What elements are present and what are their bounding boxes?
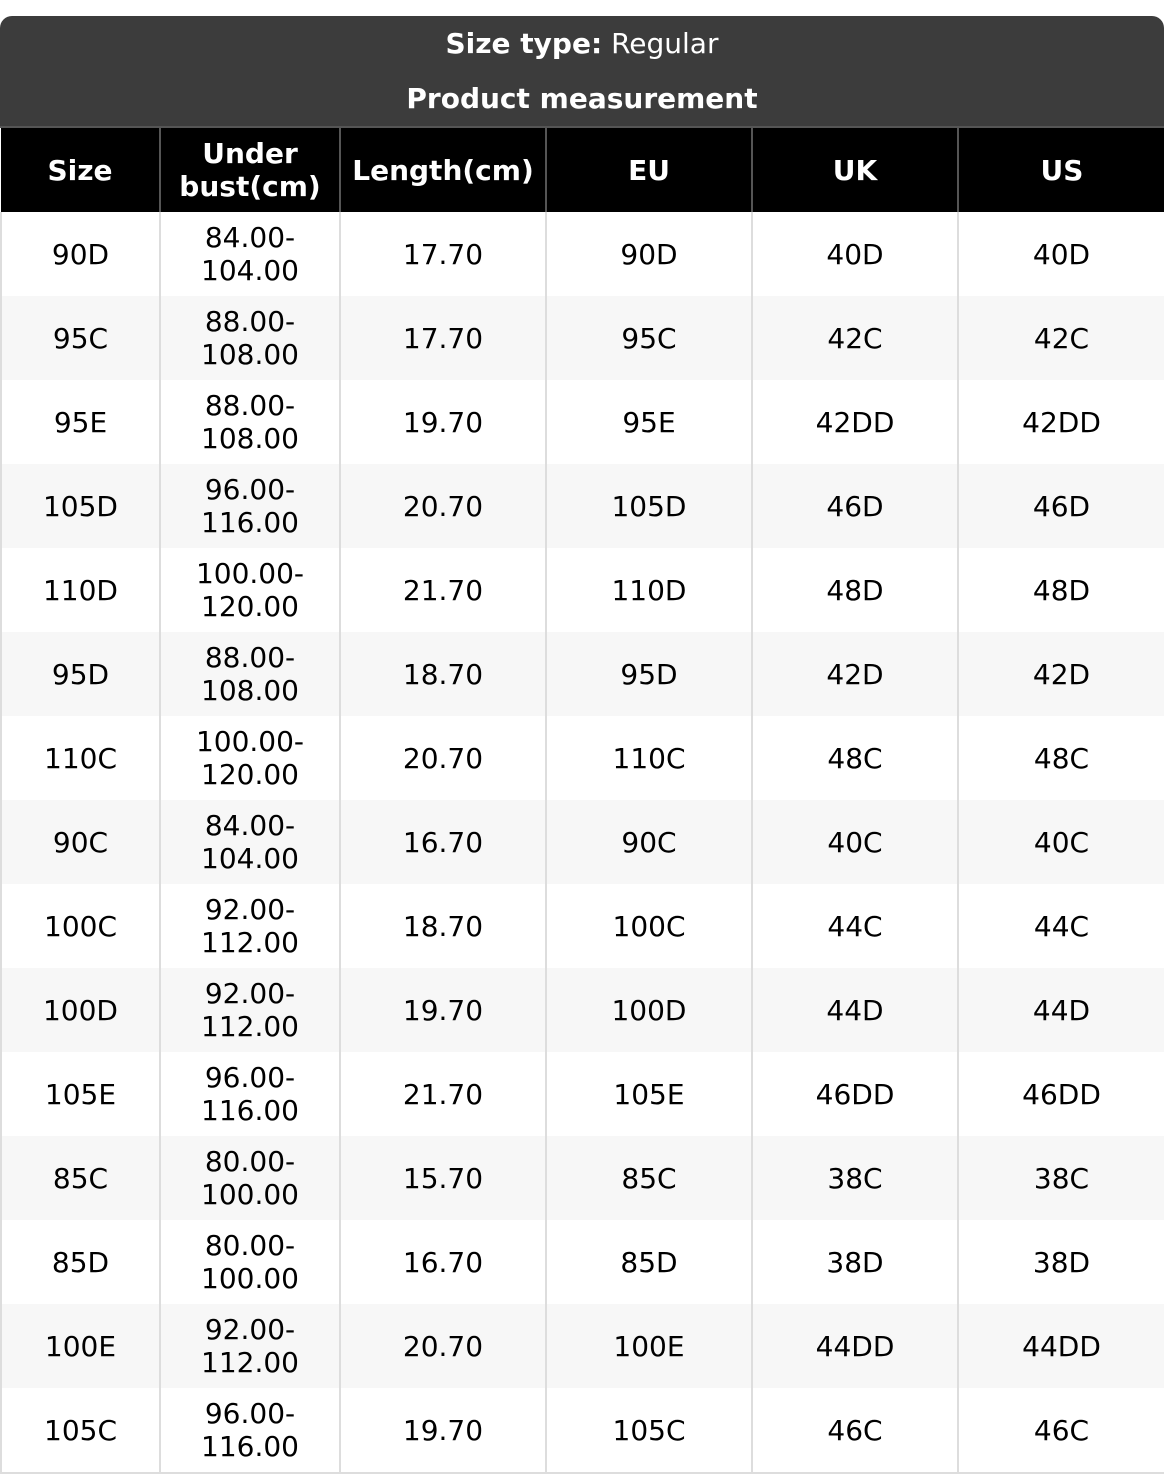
cell-uk: 44C — [752, 884, 958, 968]
cell-uk: 46DD — [752, 1052, 958, 1136]
cell-length: 19.70 — [340, 1388, 546, 1472]
cell-size: 110C — [1, 716, 160, 800]
cell-uk: 44D — [752, 968, 958, 1052]
cell-eu: 105D — [546, 464, 752, 548]
cell-uk: 38C — [752, 1136, 958, 1220]
table-row — [1, 212, 1164, 296]
column-header-uk: UK — [752, 128, 958, 212]
cell-under-bust: 92.00-112.00 — [160, 884, 340, 968]
table-row — [1, 380, 1164, 464]
cell-under-bust: 96.00-116.00 — [160, 1052, 340, 1136]
cell-size: 90C — [1, 800, 160, 884]
cell-us: 42D — [958, 632, 1164, 716]
measurement-table — [0, 128, 1164, 1472]
cell-uk: 44DD — [752, 1304, 958, 1388]
column-header-under-bust: Under bust(cm) — [160, 128, 340, 212]
cell-under-bust: 80.00-100.00 — [160, 1220, 340, 1304]
table-row — [1, 548, 1164, 632]
cell-uk: 42C — [752, 296, 958, 380]
cell-eu: 100C — [546, 884, 752, 968]
cell-size: 110D — [1, 548, 160, 632]
table-row — [1, 1136, 1164, 1220]
cell-length: 20.70 — [340, 716, 546, 800]
cell-size: 105D — [1, 464, 160, 548]
cell-us: 46DD — [958, 1052, 1164, 1136]
column-header-size: Size — [1, 128, 160, 212]
cell-size: 100E — [1, 1304, 160, 1388]
cell-under-bust: 80.00-100.00 — [160, 1136, 340, 1220]
cell-us: 46C — [958, 1388, 1164, 1472]
table-body — [1, 212, 1164, 1472]
cell-us: 38C — [958, 1136, 1164, 1220]
cell-size: 105E — [1, 1052, 160, 1136]
size-type-line — [0, 16, 1164, 72]
cell-length: 21.70 — [340, 548, 546, 632]
cell-us: 44C — [958, 884, 1164, 968]
table-row — [1, 632, 1164, 716]
cell-length: 17.70 — [340, 212, 546, 296]
table-row — [1, 1052, 1164, 1136]
cell-length: 15.70 — [340, 1136, 546, 1220]
cell-length: 19.70 — [340, 968, 546, 1052]
cell-us: 40C — [958, 800, 1164, 884]
cell-under-bust: 100.00-120.00 — [160, 548, 340, 632]
cell-under-bust: 92.00-112.00 — [160, 968, 340, 1052]
cell-uk: 42DD — [752, 380, 958, 464]
size-type-label: Size type: — [445, 27, 603, 60]
cell-under-bust: 88.00-108.00 — [160, 380, 340, 464]
cell-us: 44D — [958, 968, 1164, 1052]
cell-eu: 105C — [546, 1388, 752, 1472]
table-row — [1, 464, 1164, 548]
cell-eu: 105E — [546, 1052, 752, 1136]
table-row — [1, 800, 1164, 884]
table-row — [1, 1220, 1164, 1304]
cell-length: 17.70 — [340, 296, 546, 380]
cell-eu: 85D — [546, 1220, 752, 1304]
cell-eu: 85C — [546, 1136, 752, 1220]
cell-us: 40D — [958, 212, 1164, 296]
table-row — [1, 296, 1164, 380]
cell-size: 95E — [1, 380, 160, 464]
chart-subtitle: Product measurement — [406, 82, 758, 115]
column-header-us: US — [958, 128, 1164, 212]
cell-size: 100C — [1, 884, 160, 968]
cell-length: 16.70 — [340, 1220, 546, 1304]
table-row — [1, 968, 1164, 1052]
cell-eu: 90C — [546, 800, 752, 884]
table-row — [1, 884, 1164, 968]
cell-size: 85C — [1, 1136, 160, 1220]
cell-size: 95D — [1, 632, 160, 716]
cell-length: 21.70 — [340, 1052, 546, 1136]
table-row — [1, 716, 1164, 800]
cell-under-bust: 92.00-112.00 — [160, 1304, 340, 1388]
cell-length: 20.70 — [340, 1304, 546, 1388]
cell-size: 90D — [1, 212, 160, 296]
cell-us: 48D — [958, 548, 1164, 632]
cell-us: 48C — [958, 716, 1164, 800]
cell-under-bust: 84.00-104.00 — [160, 800, 340, 884]
cell-eu: 100D — [546, 968, 752, 1052]
cell-length: 18.70 — [340, 632, 546, 716]
table-row — [1, 1304, 1164, 1388]
cell-eu: 95E — [546, 380, 752, 464]
cell-eu: 95C — [546, 296, 752, 380]
cell-size: 105C — [1, 1388, 160, 1472]
cell-eu: 100E — [546, 1304, 752, 1388]
table-row — [1, 1388, 1164, 1472]
cell-size: 100D — [1, 968, 160, 1052]
cell-uk: 46D — [752, 464, 958, 548]
cell-uk: 48D — [752, 548, 958, 632]
cell-us: 42C — [958, 296, 1164, 380]
cell-us: 42DD — [958, 380, 1164, 464]
cell-under-bust: 84.00-104.00 — [160, 212, 340, 296]
cell-under-bust: 88.00-108.00 — [160, 296, 340, 380]
cell-us: 46D — [958, 464, 1164, 548]
size-chart — [0, 16, 1164, 1474]
cell-uk: 42D — [752, 632, 958, 716]
cell-uk: 46C — [752, 1388, 958, 1472]
cell-us: 38D — [958, 1220, 1164, 1304]
cell-uk: 40C — [752, 800, 958, 884]
cell-us: 44DD — [958, 1304, 1164, 1388]
cell-size: 95C — [1, 296, 160, 380]
cell-length: 16.70 — [340, 800, 546, 884]
cell-under-bust: 100.00-120.00 — [160, 716, 340, 800]
cell-uk: 40D — [752, 212, 958, 296]
cell-length: 19.70 — [340, 380, 546, 464]
cell-under-bust: 88.00-108.00 — [160, 632, 340, 716]
cell-length: 18.70 — [340, 884, 546, 968]
cell-uk: 38D — [752, 1220, 958, 1304]
cell-length: 20.70 — [340, 464, 546, 548]
cell-eu: 110C — [546, 716, 752, 800]
chart-header — [0, 16, 1164, 128]
cell-under-bust: 96.00-116.00 — [160, 1388, 340, 1472]
cell-under-bust: 96.00-116.00 — [160, 464, 340, 548]
cell-eu: 90D — [546, 212, 752, 296]
cell-uk: 48C — [752, 716, 958, 800]
size-type-value: Regular — [611, 27, 719, 60]
header-row — [1, 128, 1164, 212]
cell-size: 85D — [1, 1220, 160, 1304]
column-header-eu: EU — [546, 128, 752, 212]
column-header-length: Length(cm) — [340, 128, 546, 212]
cell-eu: 110D — [546, 548, 752, 632]
cell-eu: 95D — [546, 632, 752, 716]
